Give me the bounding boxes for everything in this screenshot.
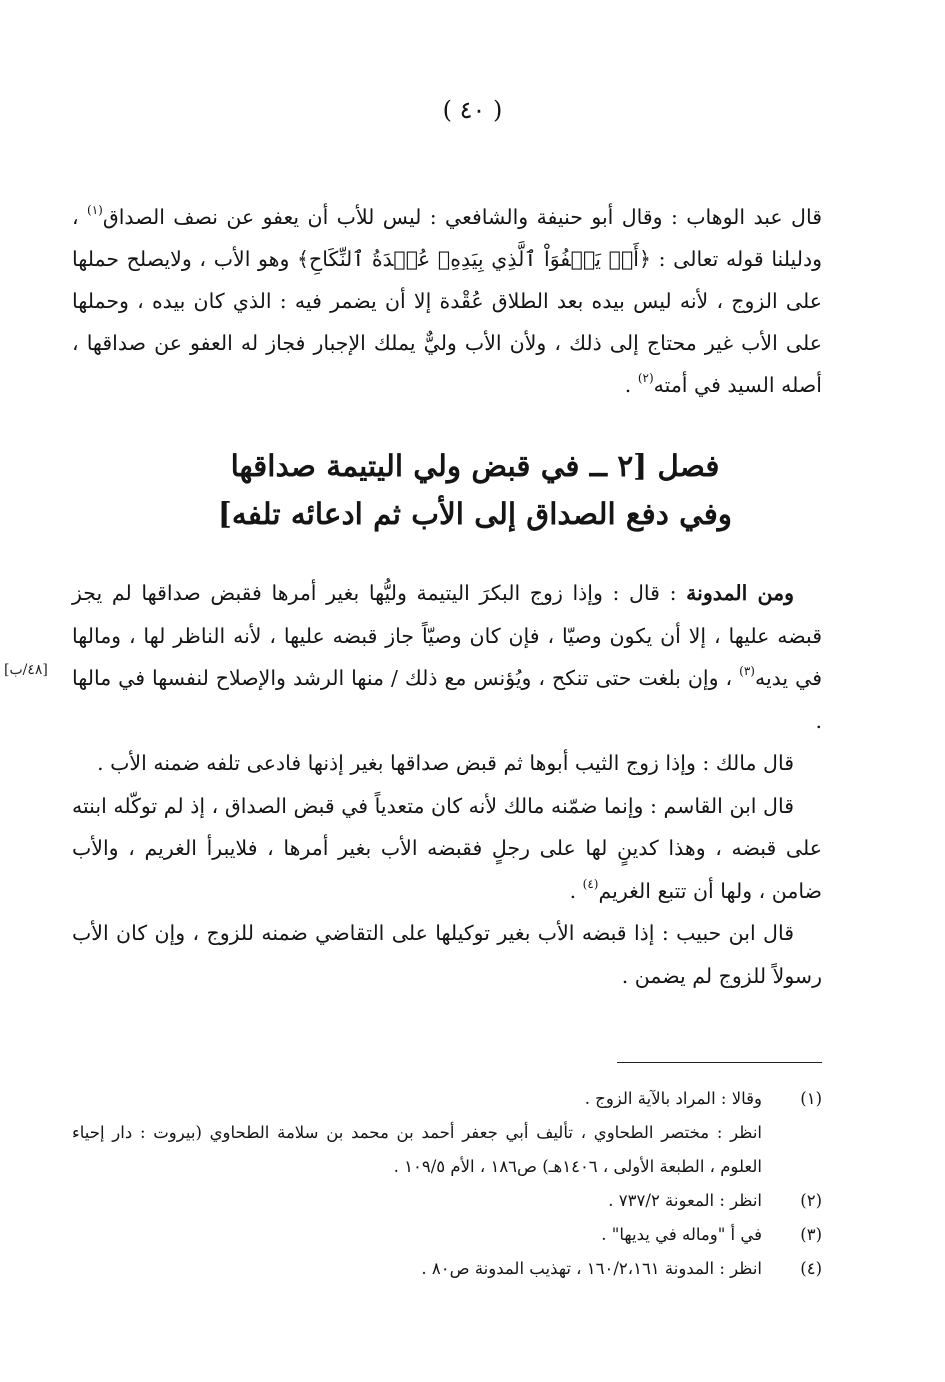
section-body [72, 572, 822, 997]
intro-text: . [624, 373, 638, 397]
footnote-ref-3: (٣) [739, 664, 755, 678]
footnote-item [72, 1218, 822, 1252]
footnote-separator [617, 1062, 822, 1063]
paragraph-ibn-qasim [72, 785, 822, 913]
footnote-number: (١) [800, 1089, 822, 1108]
paragraph-text: : قال : وإذا زوج البكرَ اليتيمة وليُّها بغير أمرها فقبض صداقها لم يجز قبضه عليها ، إلا أن يكون وصيّا ، فإن كان وصيّاً جاز قبضه عليها ، لأنه الناظر لها ، ومالها في يديه [72, 581, 822, 690]
footnote-text: انظر : المدونة ١٦٠/٢،١٦١ ، تهذيب المدونة ص٨٠ . [421, 1259, 762, 1278]
footnote-text: وقالا : المراد بالآية الزوج . [584, 1089, 762, 1108]
footnote-number: (٤) [800, 1259, 822, 1278]
paragraph-text: . [569, 878, 583, 903]
footnote-number: (٣) [800, 1225, 822, 1244]
section-heading [195, 442, 755, 538]
section-heading-line-2: وفي دفع الصداق إلى الأب ثم ادعائه تلفه] [217, 496, 733, 531]
intro-text: ، ودليلنا قوله تعالى : ﴿أَوۡ يَعۡفُوَاْ ٱلَّذِي بِيَدِهِۦ عُقۡدَةُ ٱلنِّكَاحِ﴾ وهو الأب ، ولايصلح حملها على الزوج ، لأنه ليس بيده بعد الطلاق عُقْدة إلا أن يضمر فيه : الذي كان بيده ، وحملها على الأب غير محتاج إلى ذلك ، ولأن الأب وليٌّ يملك الإجبار فجاز له العفو عن صداقها ، أصله السيد في أمته [72, 205, 822, 397]
footnotes [72, 1082, 822, 1286]
section-heading-line-1: فصل [٢ ــ في قبض ولي اليتيمة صداقها [230, 448, 720, 483]
intro-paragraph [72, 196, 822, 406]
footnote-item [72, 1184, 822, 1218]
page-number: ( ٤٠ ) [442, 96, 503, 124]
margin-folio-reference: [٤٨/ب] [4, 662, 48, 678]
footnote-ref-4: (٤) [582, 876, 599, 891]
footnote-item [72, 1252, 822, 1286]
footnote-number: (٢) [800, 1191, 822, 1210]
paragraph-lead: ومن المدونة [686, 581, 795, 605]
footnote-item [72, 1082, 822, 1116]
paragraph-malik: قال مالك : وإذا زوج الثيب أبوها ثم قبض صداقها بغير إذنها فادعى تلفه ضمنه الأب . [97, 751, 794, 775]
paragraph-mudawwana [72, 572, 822, 742]
paragraph-text: قال ابن القاسم : وإنما ضمّنه مالك لأنه كان متعدياً في قبض الصداق ، إذ لم توكّله ابنته على قبضه ، وهذا كدينٍ لها على رجلٍ فقبضه الأب بغير أمرها ، فلايبرأ الغريم ، والأب ضامن ، ولها أن تتبع الغريم [72, 793, 822, 903]
footnote-ref-2: (٢) [637, 371, 654, 385]
footnote-continuation: انظر : مختصر الطحاوي ، تأليف أبي جعفر أحمد بن محمد بن سلامة الطحاوي (بيروت : دار إحياء العلوم ، الطبعة الأولى ، ١٤٠٦هـ) ص١٨٦ ، الأم ١٠٩/٥ . [72, 1123, 762, 1176]
footnote-ref-1: (١) [87, 203, 103, 217]
footnote-text: في أ "وماله في يديها" . [601, 1225, 762, 1244]
paragraph-ibn-habib: قال ابن حبيب : إذا قبضه الأب بغير توكيلها على التقاضي ضمنه للزوج ، وإن كان الأب رسولاً للزوج لم يضمن . [72, 921, 822, 988]
paragraph-text: ، وإن بلغت حتى تنكح ، ويُؤنس مع ذلك / منها الرشد والإصلاح لنفسها في مالها . [72, 666, 822, 733]
intro-text: قال عبد الوهاب : وقال أبو حنيفة والشافعي : ليس للأب أن يعفو عن نصف الصداق [102, 205, 822, 229]
footnote-text: انظر : المعونة ٧٣٧/٢ . [608, 1191, 762, 1210]
